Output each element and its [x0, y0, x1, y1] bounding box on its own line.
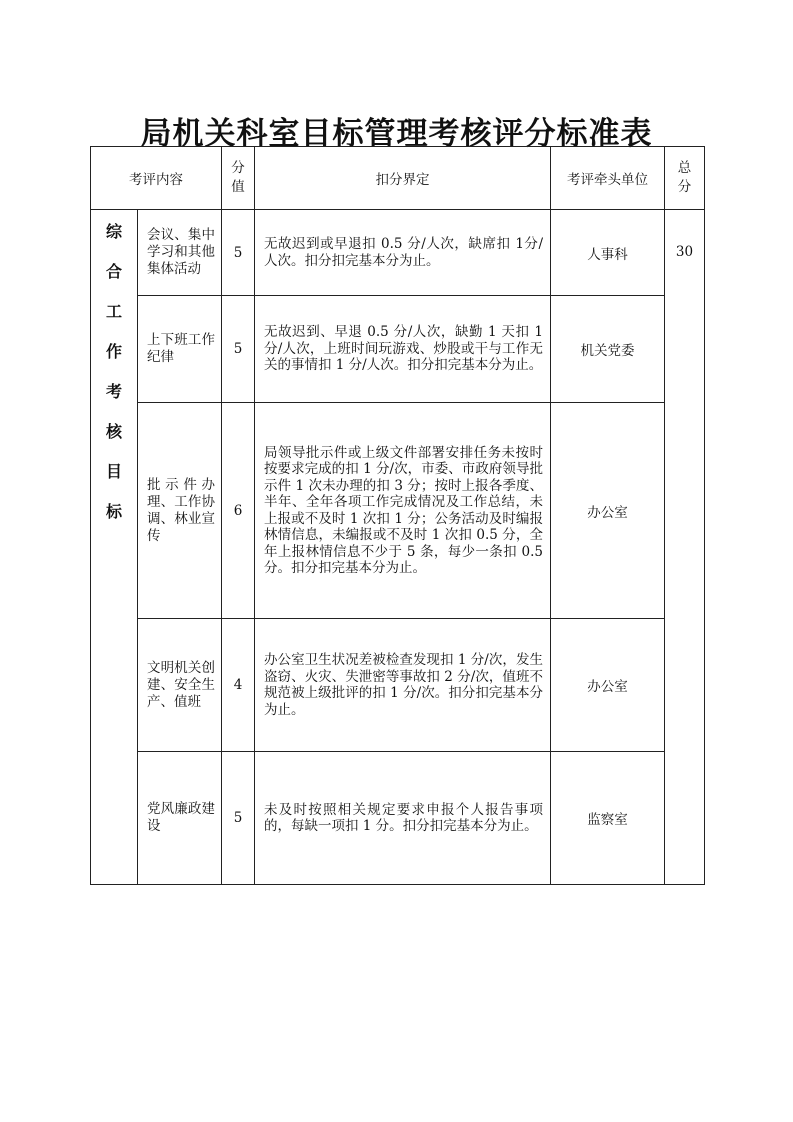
table-header-row	[91, 147, 705, 210]
item-cell: 批示件办理、工作协调、林业宣传	[138, 403, 222, 619]
category-char: 综	[105, 222, 122, 241]
header-unit: 考评牵头单位	[551, 147, 665, 210]
unit-cell: 办公室	[551, 403, 665, 619]
category-label	[91, 212, 137, 532]
unit-cell: 办公室	[551, 619, 665, 752]
header-total: 总 分	[665, 147, 705, 210]
score-cell: 5	[222, 210, 255, 296]
category-char: 考	[105, 382, 122, 401]
score-cell: 5	[222, 752, 255, 885]
category-char: 标	[105, 502, 122, 521]
table-row	[91, 752, 705, 885]
header-score: 分 值	[222, 147, 255, 210]
score-cell: 6	[222, 403, 255, 619]
criteria-cell: 无故迟到或早退扣 0.5 分/人次，缺席扣 1分/人次。扣分扣完基本分为止。	[255, 210, 551, 296]
document-title: 局机关科室目标管理考核评分标准表	[140, 116, 653, 152]
category-char: 合	[105, 262, 122, 281]
criteria-cell: 未及时按照相关规定要求申报个人报告事项的，每缺一项扣 1 分。扣分扣完基本分为止。	[255, 752, 551, 885]
item-cell: 会议、集中学习和其他集体活动	[138, 210, 222, 296]
category-char: 目	[105, 462, 122, 481]
score-cell: 4	[222, 619, 255, 752]
item-cell: 上下班工作纪律	[138, 296, 222, 403]
score-cell: 5	[222, 296, 255, 403]
category-char: 核	[105, 422, 122, 441]
item-cell: 文明机关创建、安全生产、值班	[138, 619, 222, 752]
item-cell: 党风廉政建设	[138, 752, 222, 885]
category-char: 作	[105, 342, 122, 361]
criteria-cell: 局领导批示件或上级文件部署安排任务未按时按要求完成的扣 1 分/次，市委、市政府领导批示件 1 次未办理的扣 3 分；按时上报各季度、半年、全年各项工作完成情况及工作总结，未上报或不及时 1 次扣 1 分；公务活动及时编报林情信息，未编报或不及时 1 次扣 0.5 分，全年上报林情信息不少于 5 条，每少一条扣 0.5 分。扣分扣完基本分为止。	[255, 403, 551, 619]
total-cell: 30	[665, 210, 705, 885]
header-content: 考评内容	[91, 147, 222, 210]
table-row	[91, 210, 705, 296]
table-row	[91, 296, 705, 403]
category-char: 工	[105, 302, 122, 321]
scoring-table	[90, 146, 705, 885]
unit-cell: 人事科	[551, 210, 665, 296]
unit-cell: 监察室	[551, 752, 665, 885]
criteria-cell: 无故迟到、早退 0.5 分/人次，缺勤 1 天扣 1 分/人次，上班时间玩游戏、炒股或干与工作无关的事情扣 1 分/人次。扣分扣完基本分为止。	[255, 296, 551, 403]
unit-cell: 机关党委	[551, 296, 665, 403]
criteria-cell: 办公室卫生状况差被检查发现扣 1 分/次，发生盗窃、火灾、失泄密等事故扣 2 分/次，值班不规范被上级批评的扣 1 分/次。扣分扣完基本分为止。	[255, 619, 551, 752]
table-row	[91, 403, 705, 619]
header-criteria: 扣分界定	[255, 147, 551, 210]
category-cell	[91, 210, 138, 885]
table-row	[91, 619, 705, 752]
